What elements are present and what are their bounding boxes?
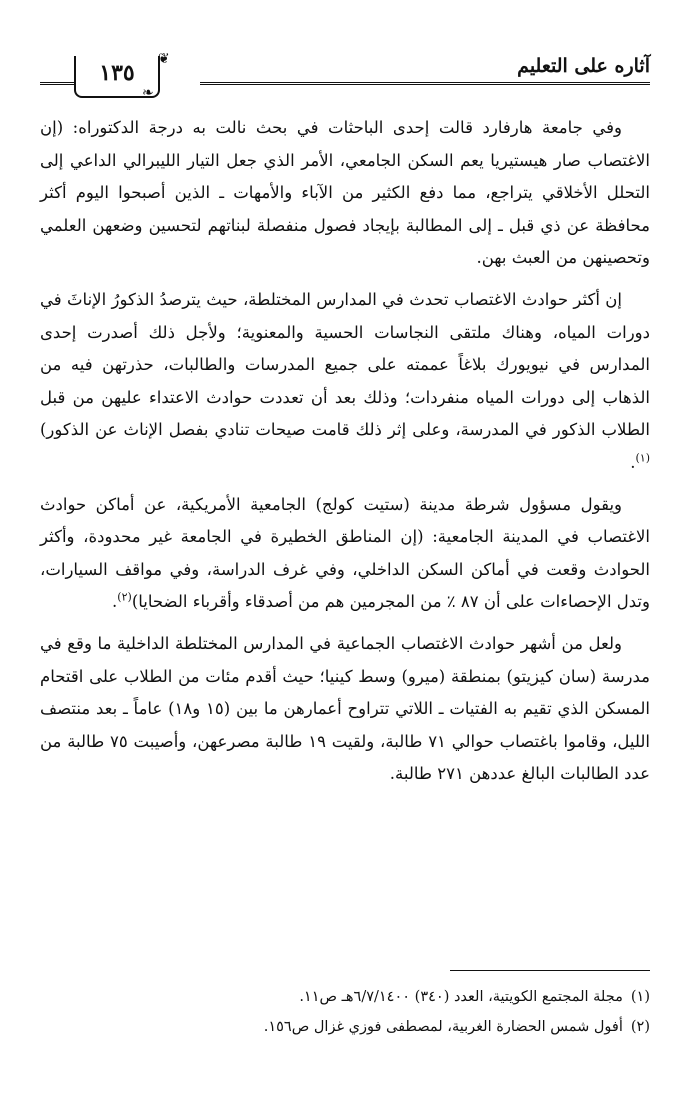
floral-ornament-icon: ❧: [142, 85, 154, 101]
paragraph-text: ويقول مسؤول شرطة مدينة (ستيت كولج) الجامعية الأمريكية، عن أماكن حوادث الاغتصاب في المدينة الجامعية: (إن المناطق الخطيرة في الجامعة غير محدودة، وأكثر الحوادث وقعت في أماكن السكن الداخلي، وفي غرف الدراسة، وفي مواقف السيارات، وتدل الإحصاءات على أن ٨٧ ٪ من المجرمين هم من أصدقاء وأقرباء الضحايا): [40, 494, 650, 612]
footnote: [40, 1012, 650, 1042]
footnote-text: مجلة المجتمع الكويتية، العدد (٣٤٠) ٦/٧/١٤٠٠هـ ص١١.: [299, 989, 623, 1005]
footnote-reference[interactable]: (١): [635, 451, 650, 465]
footnotes: [40, 982, 650, 1042]
paragraph: [40, 112, 650, 275]
running-title: آثاره على التعليم: [517, 55, 650, 77]
floral-ornament-icon: ❦: [158, 51, 170, 67]
paragraph-text: وفي جامعة هارفارد قالت إحدى الباحثات في بحث نالت به درجة الدكتوراه: (إن الاغتصاب صار هيستيريا يعم السكن الجامعي، الأمر الذي جعل التيار الليبرالي الداعي إلى التحلل الأخلاقي يتراجع، مما دفع الكثير من الآباء والأمهات ـ الذين أصبحوا اليوم أكثر محافظة عن ذي قبل ـ إلى المطالبة بإيجاد فصول منفصلة لبناتهم لتحسين وضعهن العلمي وتحصينهن من العبث بهن.: [40, 118, 650, 268]
folio-rule: [40, 82, 74, 85]
footnote-number: (١): [630, 989, 650, 1005]
footnote-text: أفول شمس الحضارة الغربية، لمصطفى فوزي غزال ص١٥٦.: [263, 1019, 623, 1035]
body-text: [40, 112, 650, 800]
footnote-reference[interactable]: (٢): [117, 590, 132, 604]
footnote-number: (٢): [630, 1019, 650, 1035]
paragraph-end: .: [112, 592, 118, 612]
paragraph-text: ولعل من أشهر حوادث الاغتصاب الجماعية في المدارس المختلطة الداخلية ما وقع في مدرسة (سان كيزيتو) بمنطقة (ميرو) وسط كينيا؛ حيث أقدم مئات من الطلاب على اقتحام المسكن الذي تقيم به الفتيات ـ اللاتي تتراوح أعمارهن ما بين (١٥ و١٨) عاماً ـ بعد منتصف الليل، وقاموا باغتصاب حوالي ٧١ طالبة، ولقيت ١٩ طالبة مصرعهن، وأصيبت ٧٥ طالبة من عدد الطالبات البالغ عددهن ٢٧١ طالبة.: [40, 633, 650, 784]
paragraph: [40, 628, 650, 791]
paragraph: [40, 284, 650, 480]
paragraph-text: إن أكثر حوادث الاغتصاب تحدث في المدارس المختلطة، حيث يترصدُ الذكورُ الإناثَ في دورات المياه، وهناك ملتقى النجاسات الحسية والمعنوية؛ ولأجل ذلك أصدرت إحدى المدارس في نيويورك بلاغاً عممته على جميع المدرسات والطالبات، حذرتهن فيه من الذهاب إلى دورات المياه منفردات؛ وذلك بعد أن تعددت حوادث الاعتداء عليهن من قبل الطلاب الذكور في المدرسة، وعلى إثر ذلك قامت صيحات تنادي بفصل الإناث عن الذكور): [40, 289, 650, 440]
footnote-separator: [450, 970, 650, 971]
page-number: ١٣٥: [74, 56, 160, 98]
paragraph: [40, 489, 650, 619]
footnote: [40, 982, 650, 1012]
paragraph-end: .: [630, 452, 636, 472]
header-rule: [200, 82, 650, 85]
